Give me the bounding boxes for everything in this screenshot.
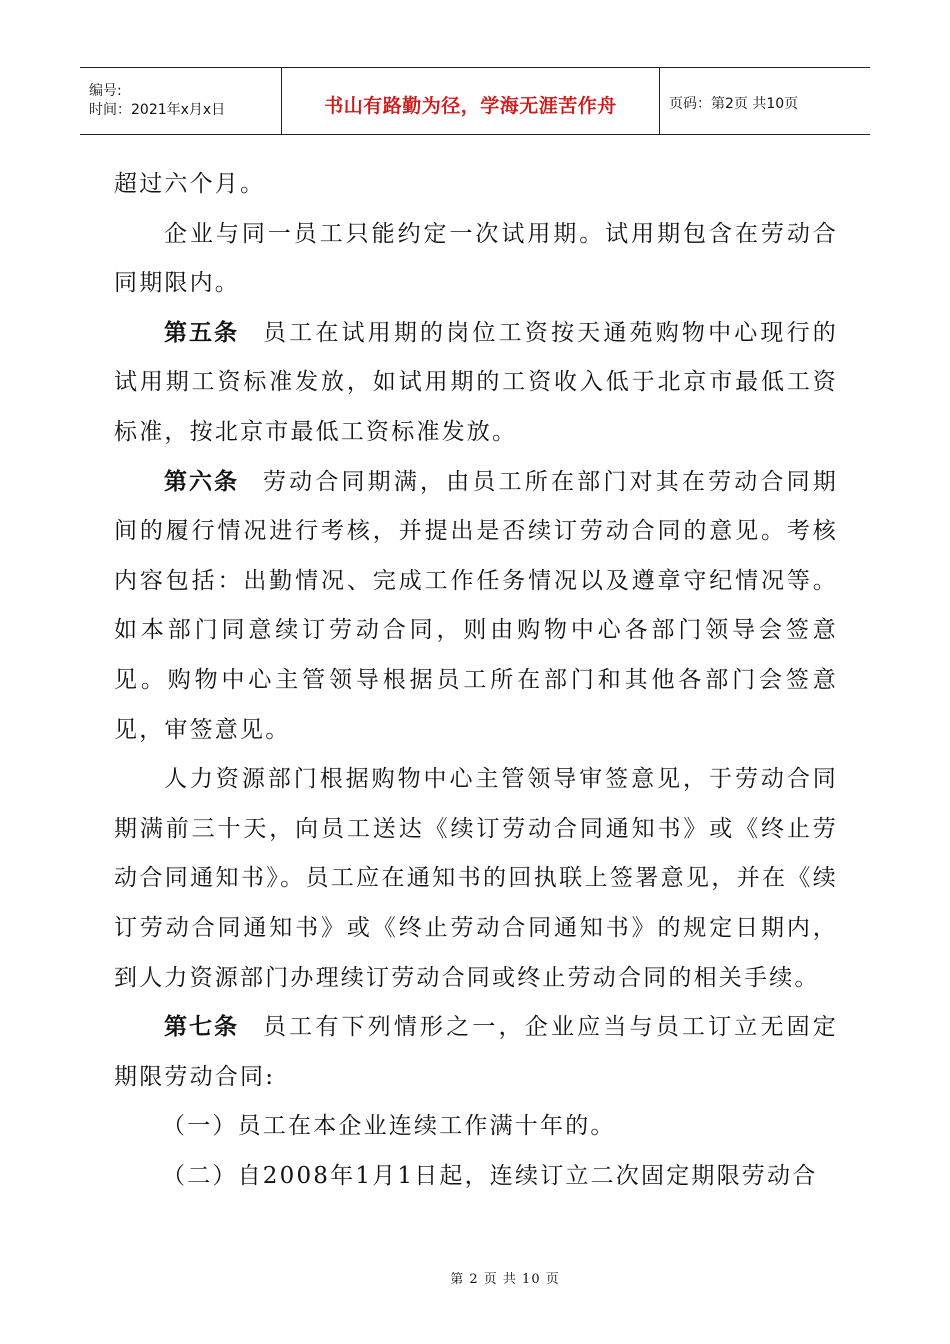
paragraph-text: 员工在试用期的岗位工资按天通苑购物中心现行的试用期工资标准发放，如试用期的工资收入低于北京市最低工资标准，按北京市最低工资标准发放。	[114, 319, 838, 445]
list-item	[114, 1102, 838, 1152]
paragraph	[114, 210, 838, 309]
paragraph	[114, 755, 838, 1003]
document-body	[114, 160, 838, 1201]
paragraph-text: 企业与同一员工只能约定一次试用期。试用期包含在劳动合同期限内。	[114, 220, 838, 297]
paragraph-text: 人力资源部门根据购物中心主管领导审签意见，于劳动合同期满前三十天，向员工送达《续订劳动合同通知书》或《终止劳动合同通知书》。员工应在通知书的回执联上签署意见，并在《续订劳动合同通知书》或《终止劳动合同通知书》的规定日期内，到人力资源部门办理续订劳动合同或终止劳动合同的相关手续。	[114, 766, 838, 991]
list-item	[114, 1152, 838, 1202]
article-heading: 第五条	[164, 319, 239, 346]
header-motto: 书山有路勤为径，学海无涯苦作舟	[324, 94, 617, 117]
header-page-info: 页码：第2页 共10页	[669, 96, 799, 112]
document-header	[80, 67, 870, 135]
paragraph-text: （二）自2008年1月1日起，连续订立二次固定期限劳动合	[162, 1162, 818, 1189]
header-page-cell	[660, 68, 870, 134]
page-footer: 第 2 页 共 10 页	[450, 1272, 560, 1287]
document-number-label: 编号:	[89, 83, 122, 99]
paragraph-text: 劳动合同期满，由员工所在部门对其在劳动合同期间的履行情况进行考核，并提出是否续订劳动合同的意见。考核内容包括：出勤情况、完成工作任务情况以及遵章守纪情况等。如本部门同意续订劳动合同，则由购物中心各部门领导会签意见。购物中心主管领导根据员工所在部门和其他各部门会签意见，审签意见。	[114, 468, 838, 743]
article-heading: 第六条	[164, 468, 239, 495]
paragraph	[114, 160, 838, 210]
paragraph-text: 员工有下列情形之一，企业应当与员工订立无固定期限劳动合同:	[114, 1014, 838, 1090]
header-motto-cell	[282, 68, 660, 134]
header-meta-cell	[80, 68, 282, 134]
paragraph-text: （一）员工在本企业连续工作满十年的。	[162, 1113, 616, 1140]
document-time-label: 时间：2021年x月x日	[89, 102, 226, 118]
paragraph-text: 超过六个月。	[114, 171, 266, 197]
article-heading: 第七条	[164, 1014, 239, 1041]
article-paragraph	[114, 458, 838, 756]
article-paragraph	[114, 309, 838, 458]
article-paragraph	[114, 1003, 838, 1102]
